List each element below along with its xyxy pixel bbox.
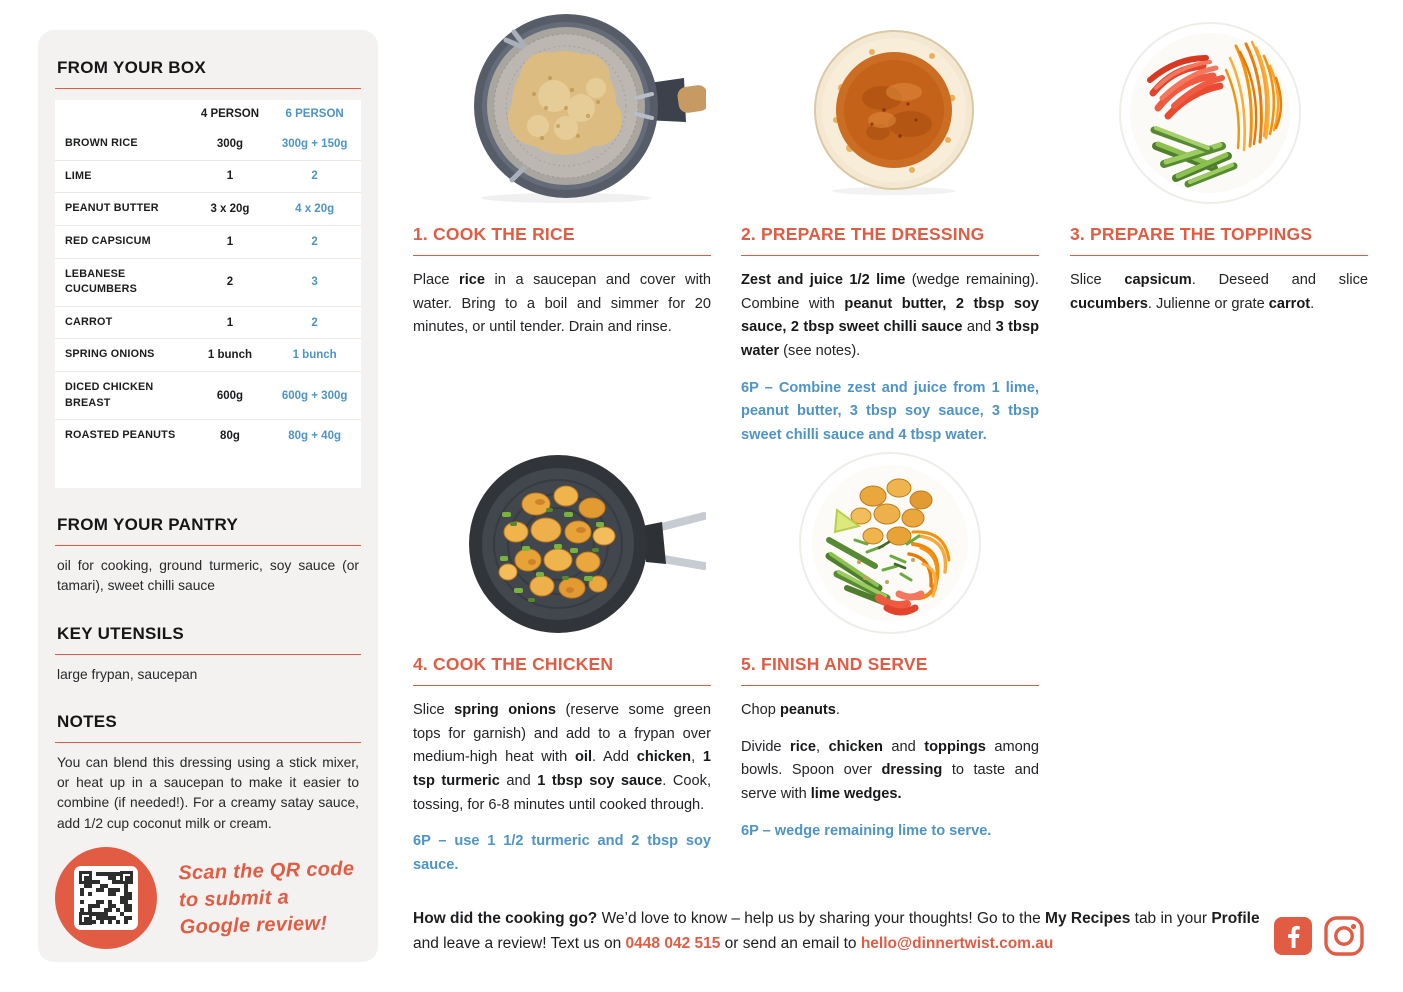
- table-row: [55, 225, 361, 258]
- step-5-instructions-2: Divide rice, chicken and toppings among bowls. Spoon over dressing to taste and serve with lime wedges.: [741, 738, 1039, 802]
- step-5: [741, 654, 1039, 843]
- feedback-message: How did the cooking go? We’d love to know – help us by sharing your thoughts! Go to the My Recipes tab in your Profile and leave a review! Text us on 0448 042 515 or send an email to hello@dinnertwist.com.au: [413, 910, 1260, 953]
- utensils-section: [55, 624, 361, 685]
- ingredient-name: SPRING ONIONS: [65, 348, 155, 361]
- qr-finder-icon: [79, 871, 92, 884]
- ingredient-name: BROWN RICE: [65, 137, 138, 149]
- ingredient-name: CARROT: [65, 315, 113, 328]
- utensils-title: KEY UTENSILS: [55, 624, 361, 655]
- step-2-title: 2. PREPARE THE DRESSING: [741, 224, 1039, 256]
- step-1-title: 1. COOK THE RICE: [413, 224, 711, 256]
- notes-title: NOTES: [55, 712, 361, 743]
- step-1: [413, 224, 711, 353]
- step-3: [1070, 224, 1368, 329]
- qr-finder-icon: [120, 871, 133, 884]
- ingredient-name: LIME: [65, 169, 92, 182]
- table-row: [55, 160, 361, 193]
- step-3-title: 3. PREPARE THE TOPPINGS: [1070, 224, 1368, 256]
- ingredient-qty-4p: 300g: [216, 137, 244, 150]
- ingredient-qty-6p: 300g + 150g: [281, 137, 348, 150]
- table-row: [55, 338, 361, 371]
- ingredient-qty-4p: 80g: [220, 430, 240, 443]
- qr-finder-icon: [79, 912, 92, 925]
- photo-dressing-bowl: [812, 28, 977, 203]
- ingredient-qty-4p: 600g: [216, 389, 244, 402]
- pantry-text: oil for cooking, ground turmeric, soy sauce (or tamari), sweet chilli sauce: [57, 558, 359, 594]
- table-row: [55, 371, 361, 419]
- step-4-instructions: Slice spring onions (reserve some green tops for garnish) and add to a frypan over medium-high heat with oil. Add chicken, 1 tsp turmeric and 1 tbsp soy sauce. Cook, tossing, for 6-8 minutes until cooked through.: [413, 702, 712, 813]
- ingredient-qty-6p: 2: [311, 170, 318, 183]
- social-links: [1274, 915, 1365, 962]
- ingredient-qty-4p: 1 bunch: [207, 349, 252, 362]
- ingredient-qty-6p: 600g + 300g: [281, 389, 348, 402]
- ingredient-qty-4p: 2: [226, 276, 234, 289]
- sidebar: [38, 30, 378, 962]
- header-4-person: 4 PERSON: [200, 108, 260, 120]
- step-5-6p-note: 6P – wedge remaining lime to serve.: [741, 822, 992, 839]
- ingredient-name: DICED CHICKEN BREAST: [65, 381, 154, 409]
- ingredient-name: PEANUT BUTTER: [65, 202, 159, 215]
- step-2: [741, 224, 1039, 447]
- header-6-person: 6 PERSON: [285, 108, 344, 120]
- step-1-instructions: Place rice in a saucepan and cover with water. Bring to a boil and simmer for 20 minutes, or until tender. Drain and rinse.: [413, 272, 711, 336]
- ingredient-qty-4p: 1: [226, 316, 234, 329]
- notes-section: [55, 712, 361, 834]
- table-row: [55, 258, 361, 306]
- ingredient-name: LEBANESE CUCUMBERS: [65, 267, 137, 296]
- ingredient-name: ROASTED PEANUTS: [65, 429, 176, 442]
- qr-caption: Scan the QR code to submit a Google review!: [178, 857, 355, 938]
- step-2-6p-note: 6P – Combine zest and juice from 1 lime, peanut butter, 3 tbsp soy sauce, 3 tbsp sweet chilli sauce and 4 tbsp water.: [741, 379, 1039, 443]
- ingredient-qty-6p: 1 bunch: [292, 349, 337, 362]
- table-row: [55, 419, 361, 452]
- table-footer-space: [55, 452, 361, 488]
- ingredient-qty-6p: 2: [311, 316, 318, 329]
- notes-text: You can blend this dressing using a stick mixer, or heat up in a saucepan to make it easier to combine (if needed!). For a creamy satay sauce, add 1/2 cup coconut milk or cream.: [57, 754, 359, 831]
- table-row: [55, 306, 361, 339]
- facebook-icon[interactable]: [1274, 917, 1312, 960]
- utensils-text: large frypan, saucepan: [57, 666, 198, 682]
- step-5-instructions-1: Chop peanuts.: [741, 702, 840, 718]
- table-row: [55, 192, 361, 225]
- table-row: [55, 128, 361, 160]
- photo-toppings-plate: [1118, 18, 1303, 213]
- pantry-section: [55, 515, 361, 597]
- ingredient-qty-4p: 1: [226, 235, 234, 248]
- ingredient-qty-4p: 1: [226, 170, 234, 183]
- from-your-box-title: FROM YOUR BOX: [55, 58, 361, 89]
- ingredient-qty-6p: 4 x 20g: [295, 203, 335, 216]
- step-2-instructions: Zest and juice 1/2 lime (wedge remaining). Combine with peanut butter, 2 tbsp soy sauce, 2 tbsp sweet chilli sauce and 3 tbsp water (see notes).: [741, 272, 1039, 359]
- pantry-title: FROM YOUR PANTRY: [55, 515, 361, 546]
- ingredient-qty-6p: 2: [311, 235, 318, 248]
- ingredient-name: RED CAPSICUM: [65, 234, 151, 247]
- ingredient-qty-6p: 3: [311, 276, 318, 289]
- ingredient-qty-6p: 80g + 40g: [288, 430, 341, 443]
- step-4-title: 4. COOK THE CHICKEN: [413, 654, 711, 686]
- box-table: [55, 100, 361, 488]
- step-3-instructions: Slice capsicum. Deseed and slice cucumbers. Julienne or grate carrot.: [1070, 272, 1368, 312]
- instagram-icon[interactable]: [1323, 915, 1365, 962]
- photo-rice-strainer: [446, 8, 706, 213]
- qr-circle: [55, 847, 157, 949]
- step-5-title: 5. FINISH AND SERVE: [741, 654, 1039, 686]
- box-table-body: [55, 128, 361, 452]
- photo-finished-bowl: [795, 448, 985, 643]
- step-4-6p-note: 6P – use 1 1/2 turmeric and 2 tbsp soy sauce.: [413, 833, 711, 873]
- step-4: [413, 654, 711, 877]
- photo-chicken-frypan: [446, 452, 706, 642]
- qr-review-callout: [55, 843, 361, 953]
- qr-code: [74, 866, 138, 930]
- ingredient-qty-4p: 3 x 20g: [210, 203, 250, 216]
- box-table-header: [55, 100, 361, 128]
